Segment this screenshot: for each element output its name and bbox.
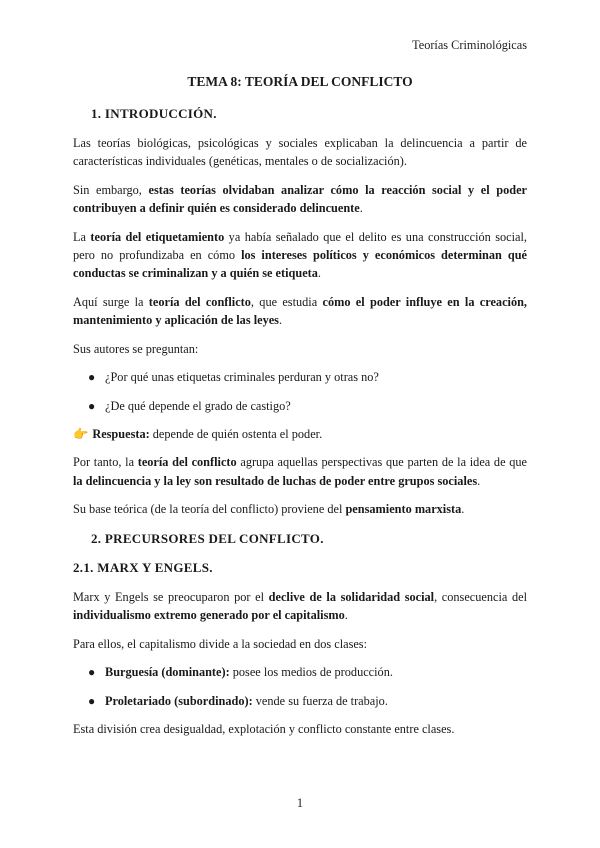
paragraph-intro-7: Su base teórica (de la teoría del conflicto) proviene del pensamiento marxista. xyxy=(73,502,465,517)
bullet-icon: ● xyxy=(88,370,96,385)
paragraph-marx-3: Esta división crea desigualdad, explotación y conflicto constante entre clases. xyxy=(73,721,455,736)
page-title: TEMA 8: TEORÍA DEL CONFLICTO xyxy=(187,74,413,89)
paragraph-intro-5: Sus autores se preguntan: xyxy=(73,341,199,356)
classes-list xyxy=(73,663,527,710)
paragraph-intro-1: Las teorías biológicas, psicológicas y sociales explicaban la delincuencia a partir de características individuales (genéticas, mentales o de socialización). xyxy=(73,135,527,169)
section-heading-precursores: 2. PRECURSORES DEL CONFLICTO. xyxy=(91,530,324,546)
document-body xyxy=(73,72,527,748)
paragraph-marx-1: Marx y Engels se preocuparon por el declive de la solidaridad social, consecuencia del individualismo extremo generado por el capitalismo. xyxy=(73,589,527,623)
page-number: 1 xyxy=(296,796,304,810)
list-item: ● Proletariado (subordinado): vende su fuerza de trabajo. xyxy=(88,693,388,708)
paragraph-intro-2: Sin embargo, estas teorías olvidaban analizar cómo la reacción social y el poder contribuyen a definir quién es considerado delincuente. xyxy=(73,182,527,216)
paragraph-intro-6: Por tanto, la teoría del conflicto agrupa aquellas perspectivas que parten de la idea de que la delincuencia y la ley son resultado de luchas de poder entre grupos sociales. xyxy=(73,455,527,488)
subsection-heading-marx-engels: 2.1. MARX Y ENGELS. xyxy=(73,560,213,576)
bullet-icon: ● xyxy=(88,693,96,708)
paragraph-intro-3: La teoría del etiquetamiento ya había señalado que el delito es una construcción social, pero no profundizaba en cómo los intereses políticos y económicos determinan qué conductas se criminalizan y a quién se etiqueta. xyxy=(73,229,528,281)
running-header: Teorías Criminológicas xyxy=(412,38,527,52)
questions-list xyxy=(73,368,527,415)
list-item: ● Burguesía (dominante): posee los medios de producción. xyxy=(88,665,393,680)
section-heading-introduccion: 1. INTRODUCCIÓN. xyxy=(91,106,217,122)
answer-paragraph: 👉 Respuesta: depende de quién ostenta el poder. xyxy=(73,427,323,441)
list-item: ● ¿De qué depende el grado de castigo? xyxy=(88,398,291,413)
bullet-icon: ● xyxy=(88,665,96,680)
paragraph-intro-4: Aquí surge la teoría del conflicto, que estudia cómo el poder influye en la creación, mantenimiento y aplicación de las leyes. xyxy=(73,294,528,328)
bullet-icon: ● xyxy=(88,398,96,413)
paragraph-marx-2: Para ellos, el capitalismo divide a la sociedad en dos clases: xyxy=(73,636,368,651)
list-item: ● ¿Por qué unas etiquetas criminales perduran y otras no? xyxy=(88,370,379,385)
pointing-hand-icon: 👉 xyxy=(73,427,89,441)
